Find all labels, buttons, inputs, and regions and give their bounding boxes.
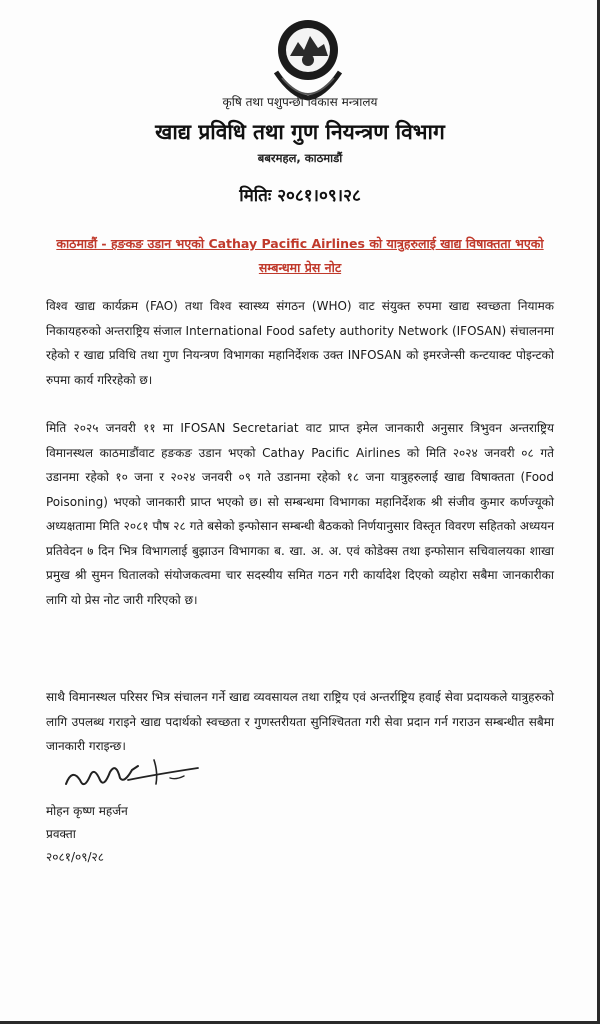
office-address: बबरमहल, काठमाडौं (257, 151, 343, 165)
document-date: मितिः २०८१।०९।२८ (239, 186, 361, 206)
signature-date: २०८१/०९/२८ (46, 850, 105, 864)
handwritten-signature-icon (58, 750, 208, 800)
ministry-name: कृषि तथा पशुपन्छी विकास मन्त्रालय (222, 95, 378, 109)
signatory-name: मोहन कृष्ण महर्जन (46, 804, 128, 818)
body-paragraph-1: विश्व खाद्य कार्यक्रम (FAO) तथा विश्व स्वास्थ्य संगठन (WHO) वाट संयुक्त रुपमा खाद्य स्वच्छता नियामक निकायहरुको अन्तराष्ट्रिय संजाल International Food safety authority Network (IFOSAN) संचालनमा रहेको र खाद्य प्रविधि तथा गुण नियन्त्रण विभागका महानिर्देशक उक्त INFOSAN को इमरजेन्सी कन्टयाक्ट पोइन्टको रुपमा कार्य गरिरहेको छ। (46, 299, 554, 387)
government-emblem-icon (262, 12, 354, 104)
subject-line-1: काठमाडौं - हङकङ उडान भएको Cathay Pacific Airlines को यात्रुहरुलाई खाद्य विषाक्तता भएको (56, 236, 544, 251)
department-name: खाद्य प्रविधि तथा गुण नियन्त्रण विभाग (155, 120, 445, 144)
signatory-title: प्रवक्ता (46, 827, 76, 841)
body-paragraph-2: मिति २०२५ जनवरी ११ मा IFOSAN Secretariat वाट प्राप्त इमेल जानकारी अनुसार त्रिभुवन अन्तराष्ट्रिय विमानस्थल काठमाडौंवाट हङकङ उडान भएको Cathay Pacific Airlines को मिति २०२४ जनवरी ०८ गते उडानमा रहेको १० जना र २०२४ जनवरी ०९ गते उडानमा रहेको १८ जना यात्रुहरुलाई खाद्य विषाक्तता (Food Poisoning) भएको जानकारी प्राप्त भएको छ। सो सम्बन्धमा विभागका महानिर्देशक श्री संजीव कुमार कर्णज्यूको अध्यक्षतामा मिति २०८१ पौष २८ गते बसेको इन्फोसान सम्बन्धी बैठकको निर्णयानुसार विस्तृत विवरण सहितको अध्ययन प्रतिवेदन ७ दिन भित्र विभागलाई बुझाउन विभागका ब. खा. अ. अ. एवं कोडेक्स तथा इन्फोसान सचिवालयका शाखा प्रमुख श्री सुमन घितालको संयोजकत्वमा चार सदस्यीय समित गठन गरी कार्यादेश दिएको व्यहोरा सबैमा जानकारीका लागि यो प्रेस नोट जारी गरिएको छ। (46, 421, 554, 607)
body-paragraph-3: साथै विमानस्थल परिसर भित्र संचालन गर्ने खाद्य व्यवसायल तथा राष्ट्रिय एवं अन्तर्राष्ट्रिय हवाई सेवा प्रदायकले यात्रुहरुको लागि उपलब्ध गराइने खाद्य पदार्थको स्वच्छता र गुणस्तरीयता सुनिश्चितता गरी सेवा प्रदान गर्न गराउन सम्बन्धीत सबैमा जानकारी गराइन्छ। (46, 690, 554, 753)
subject-heading (40, 232, 560, 280)
subject-line-2: सम्बन्धमा प्रेस नोट (258, 260, 342, 275)
